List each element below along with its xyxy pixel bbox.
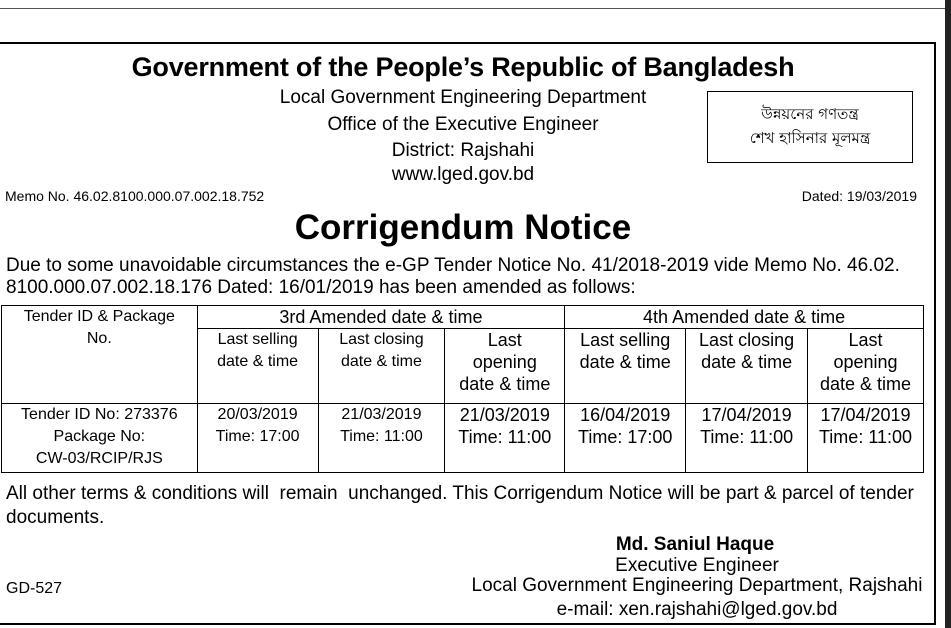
- cell-4th-selling: 16/04/2019 Time: 17:00: [565, 404, 686, 473]
- table-row: [2, 404, 924, 473]
- header-4th-selling: Last selling date & time: [565, 329, 686, 404]
- cell-3rd-opening: 21/03/2019 Time: 11:00: [445, 404, 565, 473]
- government-title: Government of the People’s Republic of Bangladesh: [131, 52, 795, 82]
- cell-4th-opening: 17/04/2019 Time: 11:00: [808, 404, 924, 473]
- slogan-line-1: উন্নয়নের গণতন্ত্র: [761, 105, 859, 123]
- intro-line-2: 8100.000.07.002.18.176 Dated: 16/01/2019 has been amended as follows:: [6, 277, 636, 298]
- notice-title: Corrigendum Notice: [294, 208, 632, 247]
- memo-number: Memo No. 46.02.8100.000.07.002.18.752: [5, 188, 265, 204]
- signatory-office: Local Government Engineering Department, Rajshahi: [471, 575, 923, 596]
- header-4th-opening: Last opening date & time: [808, 329, 924, 404]
- header-3rd-opening: Last opening date & time: [445, 329, 565, 404]
- header-3rd-amended: 3rd Amended date & time: [197, 306, 565, 329]
- header-tender-id: Tender ID & Package No.: [2, 306, 198, 404]
- intro-line-1: Due to some unavoidable circumstances the e-GP Tender Notice No. 41/2018-2019 vide Memo No. 46.02.: [6, 255, 900, 276]
- office-name: Office of the Executive Engineer: [327, 114, 599, 135]
- header-4th-closing: Last closing date & time: [686, 329, 808, 404]
- cell-3rd-closing: 21/03/2019 Time: 11:00: [318, 404, 445, 473]
- district: District: Rajshahi: [391, 140, 535, 161]
- table-header-row: [2, 306, 924, 329]
- signatory-name: Md. Saniul Haque: [615, 534, 775, 555]
- header-3rd-selling: Last selling date & time: [197, 329, 318, 404]
- closing-line-2: documents.: [6, 507, 105, 528]
- cell-4th-closing: 17/04/2019 Time: 11:00: [686, 404, 808, 473]
- top-rule: [0, 8, 945, 9]
- header-3rd-closing: Last closing date & time: [318, 329, 445, 404]
- memo-date: Dated: 19/03/2019: [801, 188, 917, 204]
- header-4th-amended: 4th Amended date & time: [565, 306, 924, 329]
- department-name: Local Government Engineering Department: [279, 87, 647, 108]
- tender-table: [1, 305, 924, 473]
- cell-3rd-selling: 20/03/2019 Time: 17:00: [197, 404, 318, 473]
- closing-paragraph: [6, 482, 924, 530]
- website-link[interactable]: www.lged.gov.bd: [391, 164, 535, 185]
- closing-line-1: All other terms & conditions will remain unchanged. This Corrigendum Notice will be part & parcel of tender: [6, 483, 914, 504]
- cell-tender-id: Tender ID No: 273376 Package No: CW-03/RCIP/RJS: [2, 404, 198, 473]
- slogan-line-2: শেখ হাসিনার মূলমন্ত্র: [749, 129, 871, 147]
- slogan-box: [707, 91, 913, 163]
- signatory-designation: Executive Engineer: [615, 555, 779, 576]
- reference-code: GD-527: [6, 580, 63, 597]
- intro-paragraph: [6, 255, 921, 299]
- signatory-email[interactable]: e-mail: xen.rajshahi@lged.gov.bd: [556, 599, 838, 620]
